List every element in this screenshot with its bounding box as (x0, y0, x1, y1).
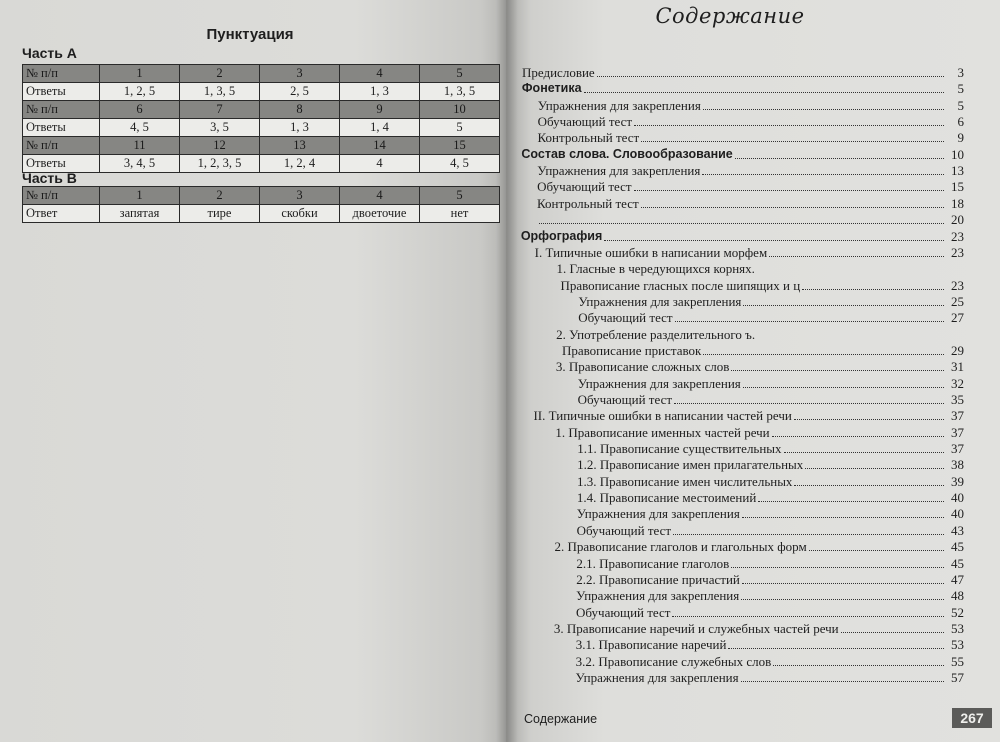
toc-entry-title: Упражнения для закрепления (578, 293, 742, 309)
toc-entry-title: Фонетика (521, 81, 582, 96)
dot-leader (634, 125, 944, 126)
table-cell: скобки (260, 205, 340, 223)
table-header-row (23, 187, 500, 205)
dot-leader (597, 76, 944, 77)
toc-entry-title: Предисловие (522, 65, 595, 80)
table-cell: 5 (420, 65, 500, 83)
table-cell: 5 (420, 119, 500, 137)
toc-entry (554, 620, 964, 636)
table-cell: 1, 2, 3, 5 (180, 155, 260, 173)
toc-entry-title: 1.1. Правописание существительных (577, 441, 782, 457)
table-cell: 2, 5 (260, 83, 340, 101)
dot-leader (675, 321, 944, 322)
dot-leader (805, 468, 944, 469)
toc-entry (537, 178, 964, 194)
toc-entry-title: 1. Правописание именных частей речи (555, 424, 770, 440)
dot-leader (769, 256, 944, 257)
dot-leader (802, 289, 944, 290)
toc-entry (535, 244, 964, 260)
table-cell: 3, 4, 5 (100, 155, 180, 173)
table-header-row (23, 65, 500, 83)
table-answer-row (23, 119, 500, 137)
dot-leader (735, 158, 944, 159)
toc-entry (537, 162, 964, 178)
row-label: Ответы (23, 155, 100, 173)
toc-entry (562, 342, 964, 358)
toc-page-number: 10 (951, 146, 964, 162)
dot-leader (584, 92, 944, 93)
table-answer-row (23, 155, 500, 173)
dot-leader (743, 387, 944, 388)
toc-page-number: 25 (951, 293, 964, 309)
toc-page-number: 43 (951, 522, 964, 538)
table-cell: 12 (180, 137, 260, 155)
toc-entry-title: Контрольный тест (537, 130, 640, 146)
toc-entry (578, 293, 964, 309)
table-cell: 5 (420, 187, 500, 205)
toc-entry (577, 522, 964, 538)
toc-entry (556, 326, 964, 342)
toc-page-number: 45 (951, 555, 964, 571)
toc-entry-title: I. Типичные ошибки в написании морфем (534, 244, 768, 260)
row-label: № п/п (23, 65, 100, 83)
table-cell: 11 (100, 137, 180, 155)
table-cell: 10 (420, 101, 500, 119)
toc-entry (538, 113, 964, 129)
dot-leader (741, 599, 944, 600)
toc-page-number: 23 (951, 228, 964, 244)
punctuation-title: Пунктуация (206, 26, 294, 43)
table-cell: 1 (100, 187, 180, 205)
table-answer-row (23, 205, 500, 223)
table-cell: 3 (260, 65, 340, 83)
toc-page-number: 6 (957, 114, 964, 130)
toc-entry (521, 146, 964, 162)
toc-entry-title: 3.1. Правописание наречий (575, 637, 727, 653)
toc-entry (522, 80, 964, 96)
row-label: № п/п (23, 187, 100, 205)
toc-entry (576, 571, 964, 587)
dot-leader (728, 648, 944, 649)
toc-page-number: 45 (951, 539, 964, 555)
dot-leader (641, 207, 944, 208)
toc-entry (577, 473, 964, 489)
table-cell: 1 (100, 65, 180, 83)
toc-page-number: 27 (951, 310, 964, 326)
dot-leader (841, 632, 944, 633)
table-answer-row (23, 83, 500, 101)
toc-entry-title: Упражнения для закрепления (576, 588, 740, 604)
toc-page-number: 53 (951, 637, 964, 653)
toc-entry-title: 2. Правописание глаголов и глагольных форм (554, 539, 807, 555)
toc-entry (522, 64, 964, 80)
toc-page-number: 3 (957, 65, 964, 80)
table-header-row (23, 137, 500, 155)
toc-entry (537, 211, 964, 227)
toc-entry (576, 653, 964, 669)
page-number: 267 (952, 708, 992, 728)
dot-leader (703, 109, 944, 110)
toc-entry-title: Обучающий тест (576, 604, 671, 620)
table-cell: тире (180, 205, 260, 223)
toc-entry (576, 555, 964, 571)
dot-leader (641, 141, 944, 142)
toc-entry-title: Упражнения для закрепления (575, 669, 739, 685)
table-cell: двоеточие (340, 205, 420, 223)
dot-leader (672, 616, 944, 617)
table-cell: 1, 3, 5 (420, 83, 500, 101)
dot-leader (794, 419, 944, 420)
toc-page-number: 5 (957, 81, 964, 97)
toc-page-number: 55 (951, 653, 964, 669)
toc-entry-title: Правописание приставок (561, 342, 702, 358)
table-cell: 4 (340, 155, 420, 173)
toc-entry-title: 1.3. Правописание имен числительных (577, 473, 793, 489)
toc-entry (576, 604, 964, 620)
toc-entry (577, 440, 964, 456)
toc-entry (577, 489, 964, 505)
dot-leader (674, 403, 944, 404)
table-cell: 2 (180, 65, 260, 83)
toc-entry-title: Обучающий тест (576, 522, 672, 538)
toc-entry-title: 2. Употребление разделительного ъ. (556, 326, 756, 342)
toc-entry-title: 3. Правописание сложных слов (555, 359, 730, 375)
dot-leader (702, 174, 944, 175)
toc-entry (538, 97, 964, 113)
toc-entry-title: Обучающий тест (577, 392, 673, 407)
toc-entry-title: Обучающий тест (537, 114, 633, 130)
toc-entry (521, 228, 964, 244)
part-a-title: Часть А (22, 45, 77, 61)
table-header-row (23, 101, 500, 119)
toc-entry (538, 129, 964, 145)
toc-page-number: 18 (951, 195, 964, 211)
table-cell: 6 (100, 101, 180, 119)
table-cell: 1, 2, 4 (260, 155, 340, 173)
part-a-answer-table (22, 64, 500, 173)
toc-page-number: 13 (951, 163, 964, 179)
dot-leader (742, 517, 944, 518)
toc-page-number: 47 (951, 571, 964, 587)
dot-leader (742, 583, 944, 584)
row-label: Ответ (23, 205, 100, 223)
toc-entry-title: Правописание гласных после шипящих и ц (560, 277, 801, 293)
toc-entry-title: II. Типичные ошибки в написании частей речи (533, 408, 792, 424)
toc-entry (576, 669, 964, 685)
toc-entry (556, 358, 964, 374)
toc-entry-title: Состав слова. Словообразование (521, 146, 733, 161)
toc-entry-title: Упражнения для закрепления (577, 375, 741, 391)
table-cell: 2 (180, 187, 260, 205)
toc-entry (578, 309, 964, 325)
toc-page-number: 35 (951, 392, 964, 407)
toc-entry (533, 407, 964, 423)
toc-entry-title: Контрольный тест (537, 195, 639, 211)
toc-entry (577, 456, 964, 472)
contents-title: Содержание (655, 4, 805, 28)
dot-leader (758, 501, 944, 502)
toc-page-number: 37 (951, 408, 964, 424)
toc-entry-title: 3.2. Правописание служебных слов (575, 653, 772, 669)
dot-leader (741, 681, 944, 682)
toc-page-number: 5 (957, 97, 964, 113)
table-cell: 8 (260, 101, 340, 119)
toc-page-number: 29 (951, 342, 964, 358)
toc-page-number: 15 (951, 179, 964, 195)
toc-page-number: 39 (951, 473, 964, 489)
table-cell: 9 (340, 101, 420, 119)
dot-leader (539, 223, 944, 224)
table-cell: 4, 5 (420, 155, 500, 173)
table-cell: 14 (340, 137, 420, 155)
table-cell: 1, 3 (260, 119, 340, 137)
toc-page-number: 38 (951, 457, 964, 473)
row-label: Ответы (23, 83, 100, 101)
toc-entry-title: Обучающий тест (578, 310, 673, 326)
table-cell: 1, 3 (340, 83, 420, 101)
table-cell: запятая (100, 205, 180, 223)
toc-entry (560, 277, 964, 293)
dot-leader (794, 485, 944, 486)
toc-page-number: 40 (951, 490, 964, 506)
toc-entry-title: 2.1. Правописание глаголов (576, 555, 730, 571)
dot-leader (773, 665, 944, 666)
table-cell: 3 (260, 187, 340, 205)
part-b-answer-table (22, 186, 500, 223)
toc-page-number: 9 (957, 130, 964, 146)
toc-entry-title: Орфография (520, 228, 603, 243)
toc-page-number: 57 (951, 669, 964, 685)
table-cell: нет (420, 205, 500, 223)
toc-entry (577, 505, 964, 521)
toc-entry-title: Упражнения для закрепления (576, 506, 740, 522)
table-cell: 4, 5 (100, 119, 180, 137)
running-footer: Содержание (524, 712, 598, 726)
toc-page-number: 48 (951, 588, 964, 604)
toc-entry-title: 1. Гласные в чередующихся корнях. (556, 261, 755, 277)
table-cell: 4 (340, 65, 420, 83)
toc-page-number: 37 (951, 424, 964, 440)
table-cell: 13 (260, 137, 340, 155)
toc-page-number: 37 (951, 441, 964, 457)
toc-entry-title: Упражнения для закрепления (537, 97, 701, 113)
toc-entry (578, 391, 964, 407)
dot-leader (604, 240, 944, 241)
toc-page-number: 20 (951, 212, 964, 228)
part-b-title: Часть В (22, 170, 77, 186)
dot-leader (731, 370, 944, 371)
toc-entry-title: 1.4. Правописание местоимений (576, 490, 757, 506)
toc-page-number: 52 (951, 604, 964, 620)
toc-page-number: 32 (951, 375, 964, 391)
toc-entry (555, 424, 964, 440)
dot-leader (772, 436, 944, 437)
toc-entry-title: Обучающий тест (537, 179, 632, 195)
dot-leader (731, 567, 944, 568)
toc-entry (555, 538, 964, 554)
dot-leader (634, 190, 944, 191)
dot-leader (784, 452, 944, 453)
table-cell: 15 (420, 137, 500, 155)
toc-entry (578, 375, 964, 391)
toc-entry (557, 260, 964, 276)
dot-leader (703, 354, 944, 355)
table-cell: 3, 5 (180, 119, 260, 137)
table-cell: 1, 2, 5 (100, 83, 180, 101)
row-label: № п/п (23, 137, 100, 155)
toc-entry (576, 636, 964, 652)
toc-entry (537, 195, 964, 211)
toc-page-number: 40 (951, 506, 964, 522)
dot-leader (673, 534, 944, 535)
dot-leader (743, 305, 944, 306)
table-cell: 1, 4 (340, 119, 420, 137)
toc-page-number: 31 (951, 359, 964, 375)
toc-entry (576, 587, 964, 603)
toc-page-number: 23 (951, 244, 964, 260)
table-cell: 4 (340, 187, 420, 205)
dot-leader (809, 550, 944, 551)
table-cell: 1, 3, 5 (180, 83, 260, 101)
toc-entry-title: 1.2. Правописание имен прилагательных (577, 457, 804, 473)
toc-page-number: 23 (951, 277, 964, 293)
row-label: Ответы (23, 119, 100, 137)
toc-entry-title: Упражнения для закрепления (537, 163, 701, 179)
toc-entry-title: 3. Правописание наречий и служебных частей речи (553, 620, 839, 636)
toc-entry-title: 2.2. Правописание причастий (576, 571, 740, 587)
row-label: № п/п (23, 101, 100, 119)
toc-page-number: 53 (951, 620, 964, 636)
table-cell: 7 (180, 101, 260, 119)
